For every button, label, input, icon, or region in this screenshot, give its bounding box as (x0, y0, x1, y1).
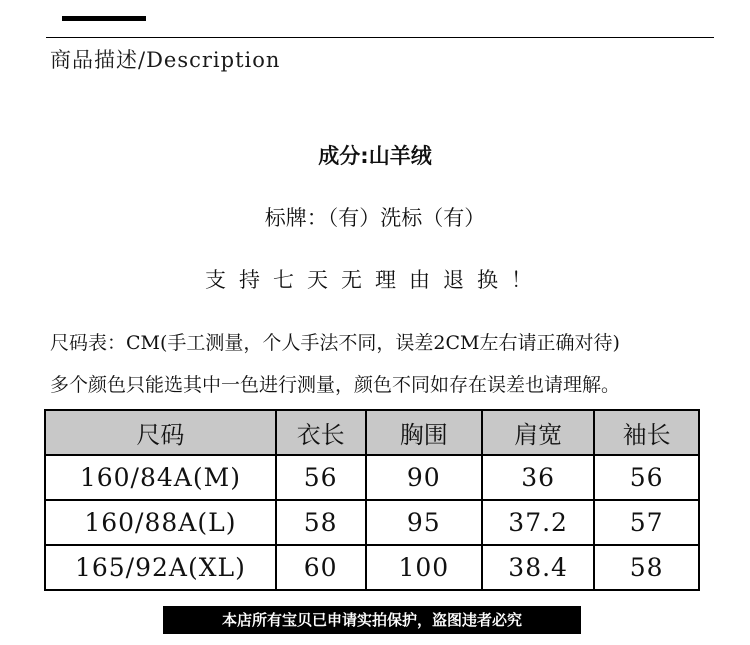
color-note: 多个颜色只能选其中一色进行测量，颜色不同如存在误差也请理解。 (50, 374, 621, 396)
cell-size: 160/88A(L) (45, 500, 276, 545)
cell-size: 160/84A(M) (45, 455, 276, 500)
cell-sleeve: 57 (594, 500, 699, 545)
header-shoulder: 肩宽 (482, 410, 594, 455)
top-accent-bar (62, 16, 146, 21)
top-divider (46, 37, 714, 38)
return-policy-text: 支持七天无理由退换！ (205, 268, 545, 292)
cell-chest: 100 (366, 545, 482, 590)
cell-sleeve: 56 (594, 455, 699, 500)
section-title: 商品描述/Description (50, 48, 281, 72)
cell-size: 165/92A(XL) (45, 545, 276, 590)
header-size: 尺码 (45, 410, 276, 455)
header-chest: 胸围 (366, 410, 482, 455)
measurement-note: 尺码表：CM(手工测量，个人手法不同，误差2CM左右请正确对待) (50, 332, 620, 354)
copyright-banner: 本店所有宝贝已申请实拍保护，盗图违者必究 (163, 606, 581, 634)
cell-shoulder: 36 (482, 455, 594, 500)
cell-shoulder: 37.2 (482, 500, 594, 545)
cell-length: 56 (276, 455, 366, 500)
cell-chest: 95 (366, 500, 482, 545)
cell-length: 60 (276, 545, 366, 590)
cell-shoulder: 38.4 (482, 545, 594, 590)
cell-chest: 90 (366, 455, 482, 500)
header-sleeve: 袖长 (594, 410, 699, 455)
table-row (45, 500, 699, 545)
table-row (45, 545, 699, 590)
composition-text: 成分:山羊绒 (318, 144, 432, 168)
table-row (45, 455, 699, 500)
cell-sleeve: 58 (594, 545, 699, 590)
size-table-header-row (45, 410, 699, 455)
tags-text: 标牌：（有）洗标（有） (264, 206, 486, 230)
header-length: 衣长 (276, 410, 366, 455)
size-table (44, 409, 700, 591)
cell-length: 58 (276, 500, 366, 545)
